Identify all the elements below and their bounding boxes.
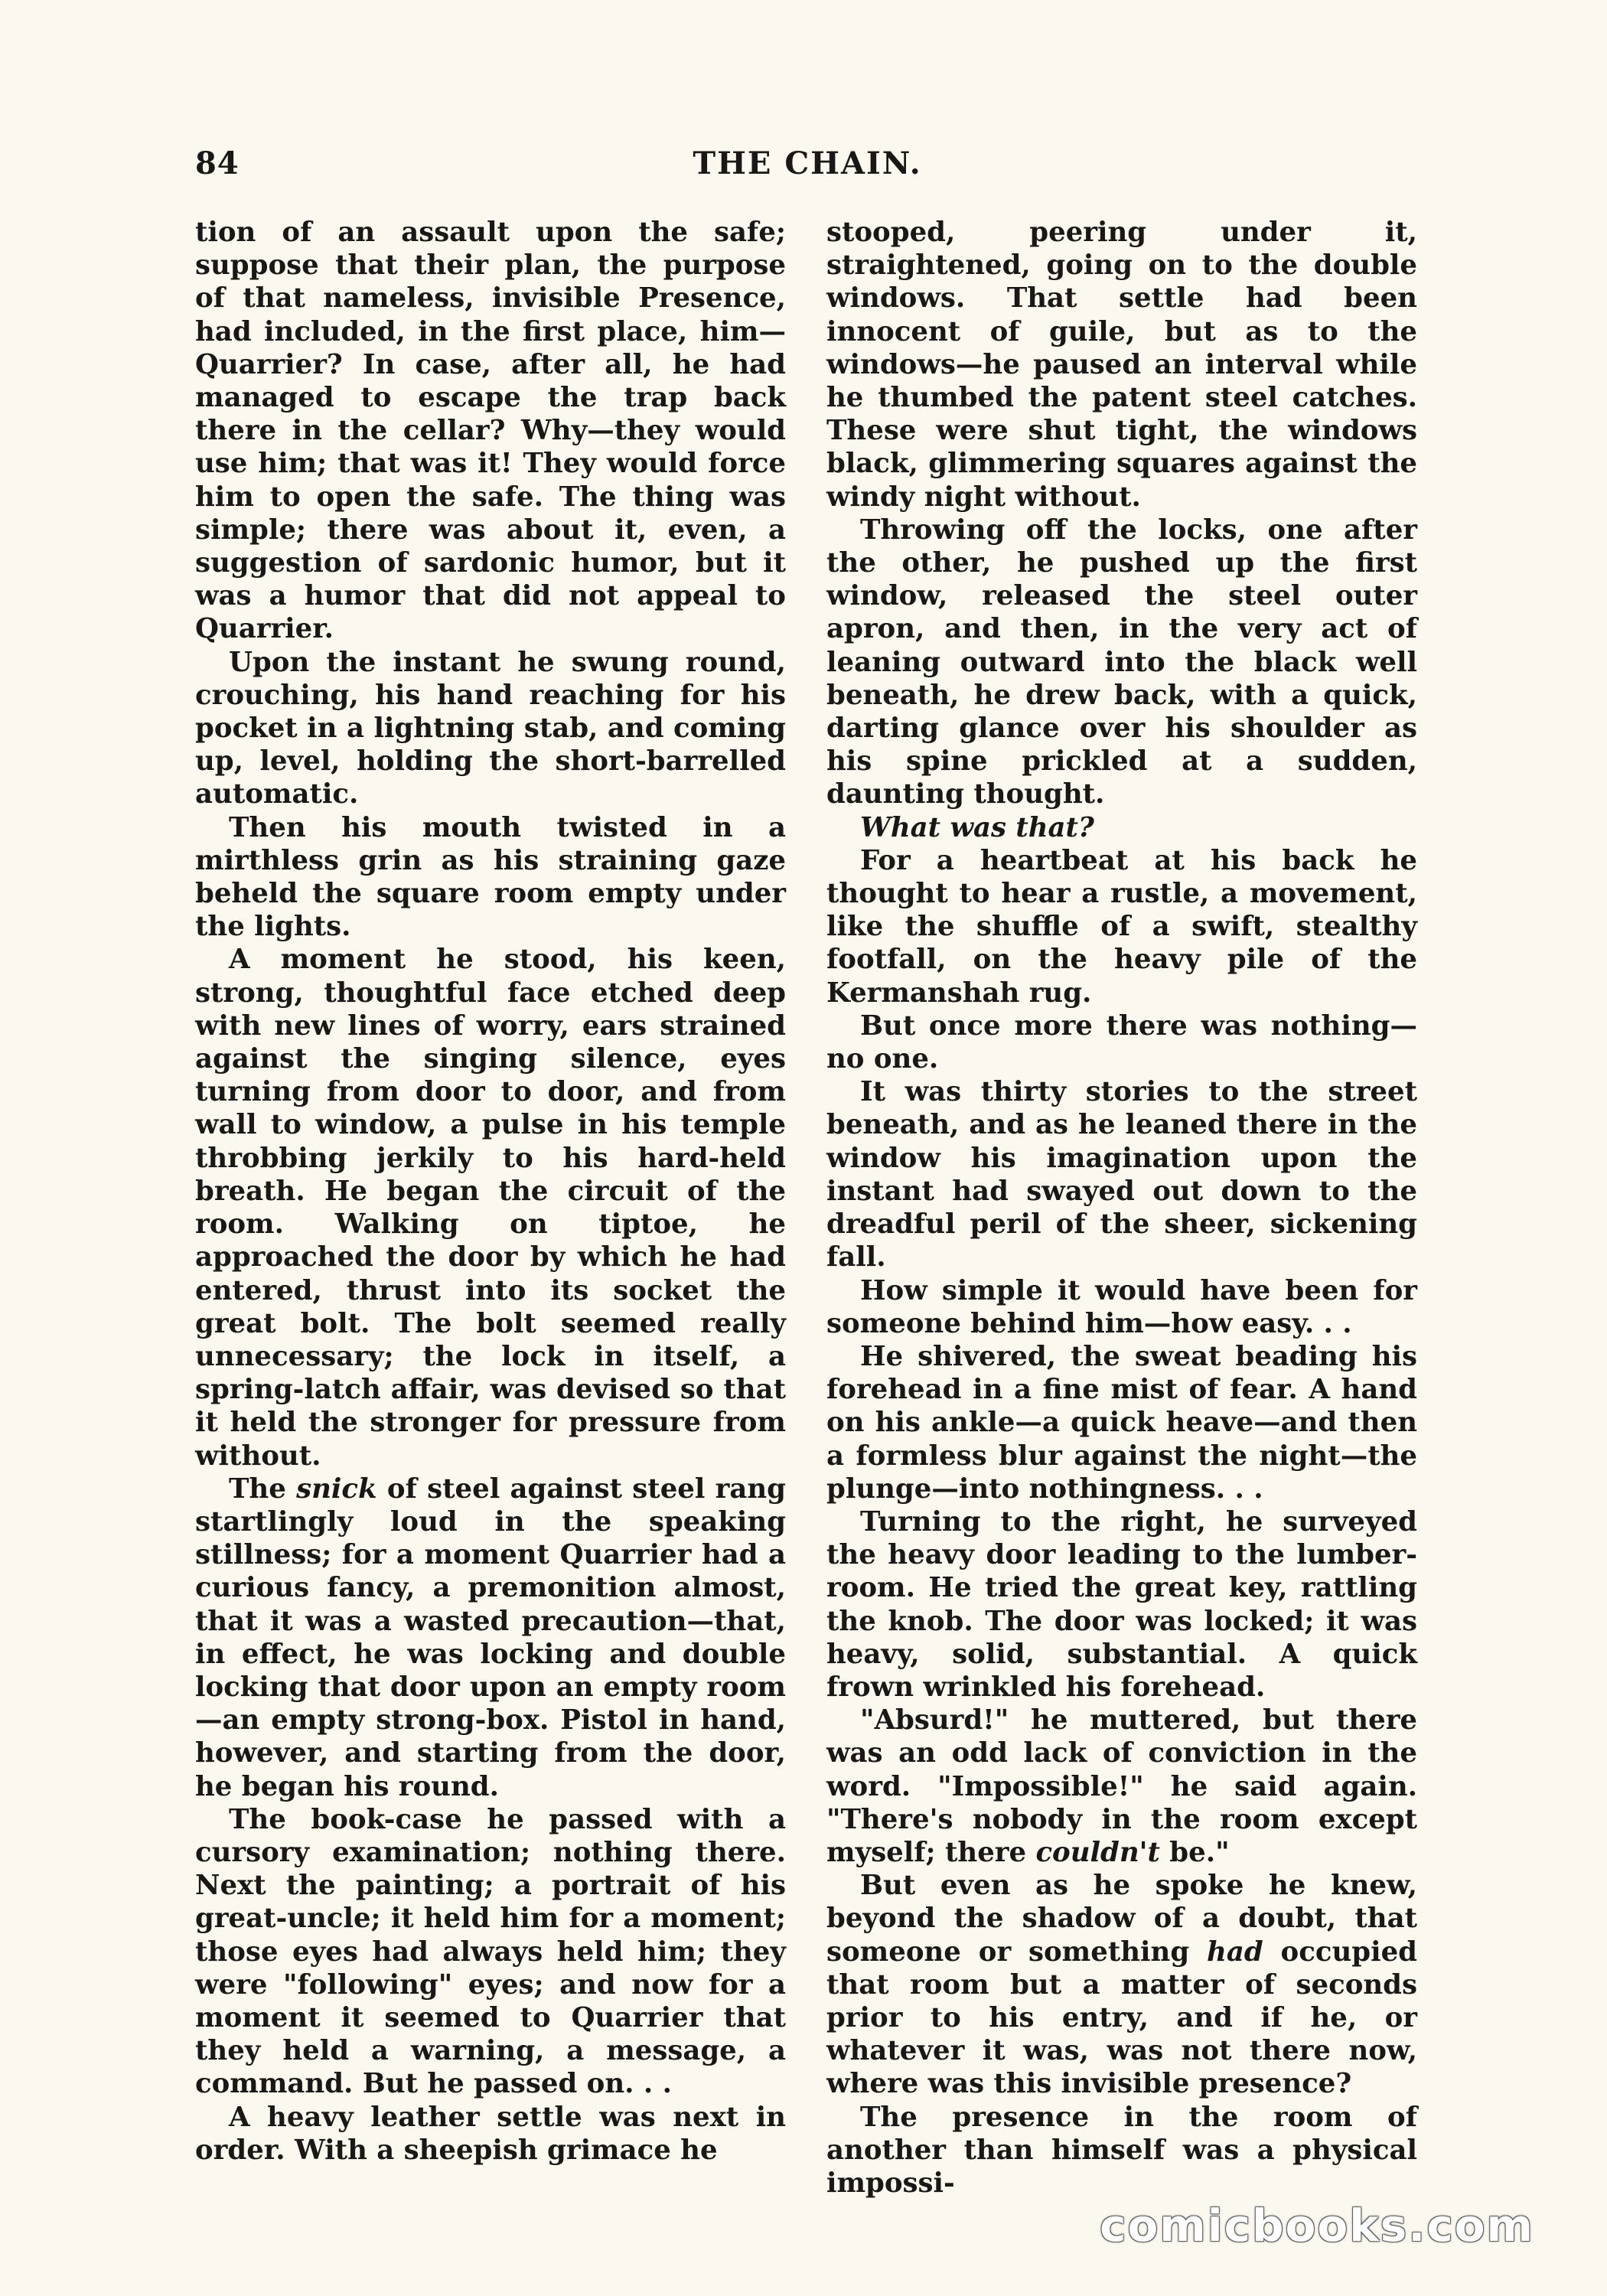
paragraph: The presence in the room of another than himself was a physical impossi- <box>826 2101 1417 2199</box>
paragraph: He shivered, the sweat beading his forehead in a fine mist of fear. A hand on his ankle—a quick heave—and then a formless blur against the night—the plunge—into nothingness. . . <box>826 1340 1417 1505</box>
paragraph <box>826 811 1417 844</box>
paragraph: stooped, peering under it, straightened, going on to the double windows. That settle had been innocent of guile, but as to the windows—he paused an interval while he thumbed the patent steel catches. These were shut tight, the windows black, glimmering squares against the windy night without. <box>826 217 1417 513</box>
paragraph <box>195 1473 786 1803</box>
running-head: THE CHAIN. <box>693 145 922 181</box>
paragraph: A moment he stood, his keen, strong, thoughtful face etched deep with new lines of worry, ears strained against the singing silence, eyes turning from door to door, and from wall to window, a pulse in his temple throbbing jerkily to his hard-held breath. He began the circuit of the room. Walking on tiptoe, he approached the door by which he had entered, thrust into its socket the great bolt. The bolt seemed really unnecessary; the lock in itself, a spring-latch affair, was devised so that it held the stronger for pressure from without. <box>195 944 786 1472</box>
paragraph: But once more there was nothing—no one. <box>826 1009 1417 1075</box>
paragraph: How simple it would have been for someone behind him—how easy. . . <box>826 1274 1417 1339</box>
paragraph <box>826 1704 1417 1869</box>
text-run: occupied that room but a matter of seconds prior to his entry, and if he, or whatever it was, was not there now, where was this invisible presence? <box>826 1936 1417 2100</box>
paragraph: A heavy leather settle was next in order. With a sheepish grimace he <box>195 2101 786 2166</box>
text-run: "Absurd!" he muttered, but there was an odd lack of conviction in the word. "Impossible!" he said again. "There's nobody in the room except myself; there <box>826 1704 1417 1868</box>
paragraph: Then his mouth twisted in a mirthless grin as his straining gaze beheld the square room empty under the lights. <box>195 811 786 943</box>
page-header <box>195 145 1420 191</box>
paragraph: For a heartbeat at his back he thought to hear a rustle, a movement, like the shuffle of a swift, stealthy footfall, on the heavy pile of the Kermanshah rug. <box>826 844 1417 1009</box>
right-column <box>826 216 1417 2199</box>
italic-text: snick <box>296 1473 377 1505</box>
page-number: 84 <box>195 145 240 181</box>
left-column <box>195 216 786 2166</box>
text-run: be." <box>1159 1836 1230 1868</box>
italic-text: What was that? <box>860 811 1094 843</box>
text-run: But even as he spoke he knew, beyond the shadow of a doubt, that someone or something <box>826 1870 1417 1968</box>
watermark: comicbooks.com <box>1100 2200 1534 2252</box>
text-run: of steel against steel rang startlingly loud in the speaking stillness; for a moment Quarrier had a curious fancy, a premonition almost, that it was a wasted precaution—that, in effect, he was locking and double locking that door upon an empty room—an empty strong-box. Pistol in hand, however, and starting from the door, he began his round. <box>195 1473 786 1802</box>
italic-text: had <box>1207 1936 1263 1968</box>
paragraph: Turning to the right, he surveyed the heavy door leading to the lumber-room. He tried the great key, rattling the knob. The door was locked; it was heavy, solid, substantial. A quick frown wrinkled his forehead. <box>826 1505 1417 1703</box>
paragraph: tion of an assault upon the safe; suppose that their plan, the purpose of that nameless, invisible Presence, had included, in the first place, him—Quarrier? In case, after all, he had managed to escape the trap back there in the cellar? Why—they would use him; that was it! They would force him to open the safe. The thing was simple; there was about it, even, a suggestion of sardonic humor, but it was a humor that did not appeal to Quarrier. <box>195 217 786 645</box>
text-run: The <box>229 1473 297 1505</box>
paragraph: Upon the instant he swung round, crouching, his hand reaching for his pocket in a lightning stab, and coming up, level, holding the short-barrelled automatic. <box>195 646 786 810</box>
paragraph: The book-case he passed with a cursory examination; nothing there. Next the painting; a portrait of his great-uncle; it held him for a moment; those eyes had always held him; they were "following" eyes; and now for a moment it seemed to Quarrier that they held a warning, a message, a command. But he passed on. . . <box>195 1803 786 2100</box>
italic-text: couldn't <box>1035 1836 1160 1868</box>
paragraph <box>826 1869 1417 2100</box>
paragraph: Throwing off the locks, one after the other, he pushed up the first window, released the steel outer apron, and then, in the very act of leaning outward into the black well beneath, he drew back, with a quick, darting glance over his shoulder as his spine prickled at a sudden, daunting thought. <box>826 514 1417 810</box>
paragraph: It was thirty stories to the street beneath, and as he leaned there in the window his imagination upon the instant had swayed out down to the dreadful peril of the sheer, sickening fall. <box>826 1076 1417 1274</box>
